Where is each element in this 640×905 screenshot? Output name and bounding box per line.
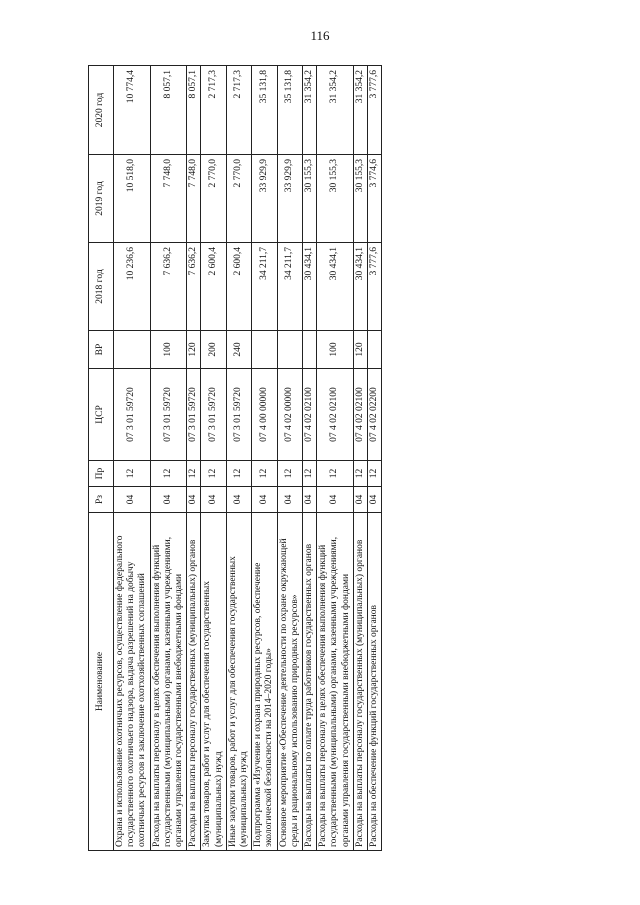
cell-vr: 240	[226, 331, 251, 369]
cell-2019: 30 155,3	[317, 155, 354, 243]
table-row	[317, 66, 354, 851]
cell-name: Расходы на выплаты персоналу государственных (муниципальных) органов	[187, 513, 201, 851]
cell-2019: 30 155,3	[303, 155, 317, 243]
cell-pr: 12	[353, 461, 367, 487]
cell-2018: 7 636,2	[150, 243, 187, 331]
cell-2018: 30 434,1	[303, 243, 317, 331]
cell-2020: 3 777,6	[368, 66, 382, 155]
cell-2020: 10 774,4	[114, 66, 151, 155]
cell-rz: 04	[303, 487, 317, 513]
cell-pr: 12	[303, 461, 317, 487]
header-2019: 2019 год	[89, 155, 114, 243]
cell-vr: 120	[353, 331, 367, 369]
table-row	[368, 66, 382, 851]
cell-2018: 34 211,7	[252, 243, 277, 331]
cell-2019: 2 770,0	[201, 155, 226, 243]
cell-rz: 04	[226, 487, 251, 513]
table-row	[226, 66, 251, 851]
cell-rz: 04	[187, 487, 201, 513]
cell-name: Основное мероприятие «Обеспечение деятельности по охране окружающей среды и рациональному использованию природных ресурсов»	[277, 513, 302, 851]
cell-vr: 100	[317, 331, 354, 369]
cell-csr: 07 3 01 59720	[150, 369, 187, 461]
cell-pr: 12	[252, 461, 277, 487]
header-name: Наименование	[89, 513, 114, 851]
cell-2019: 30 155,3	[353, 155, 367, 243]
cell-vr	[114, 331, 151, 369]
cell-name: Подпрограмма «Изучение и охрана природных ресурсов, обеспечение экологической безопасности на 2014–2020 годы»	[252, 513, 277, 851]
cell-2020: 31 354,2	[317, 66, 354, 155]
cell-2018: 30 434,1	[353, 243, 367, 331]
table-row	[150, 66, 187, 851]
cell-pr: 12	[368, 461, 382, 487]
cell-pr: 12	[114, 461, 151, 487]
cell-csr: 07 4 02 00000	[277, 369, 302, 461]
cell-name: Расходы на обеспечение функций государственных органов	[368, 513, 382, 851]
cell-csr: 07 3 01 59720	[114, 369, 151, 461]
cell-rz: 04	[114, 487, 151, 513]
cell-2020: 31 354,2	[303, 66, 317, 155]
cell-vr: 200	[201, 331, 226, 369]
cell-name: Расходы на выплаты персоналу в целях обеспечения выполнения функций государственными (муниципальными) органами, казенными учреждениями, органами управления государственными внебюджетными фондами	[317, 513, 354, 851]
cell-2019: 7 748,0	[187, 155, 201, 243]
cell-pr: 12	[277, 461, 302, 487]
table-row	[252, 66, 277, 851]
header-2020: 2020 год	[89, 66, 114, 155]
cell-csr: 07 4 02 02100	[317, 369, 354, 461]
cell-rz: 04	[368, 487, 382, 513]
header-rz: Рз	[89, 487, 114, 513]
budget-table	[88, 65, 382, 851]
cell-2020: 35 131,8	[277, 66, 302, 155]
header-csr: ЦСР	[89, 369, 114, 461]
cell-rz: 04	[201, 487, 226, 513]
cell-2018: 2 600,4	[201, 243, 226, 331]
cell-csr: 07 3 01 59720	[201, 369, 226, 461]
cell-2019: 7 748,0	[150, 155, 187, 243]
cell-2019: 10 518,0	[114, 155, 151, 243]
cell-2020: 35 131,8	[252, 66, 277, 155]
cell-vr: 100	[150, 331, 187, 369]
cell-vr	[277, 331, 302, 369]
header-vr: ВР	[89, 331, 114, 369]
cell-2018: 7 636,2	[187, 243, 201, 331]
page-number: 116	[310, 28, 330, 43]
cell-csr: 07 3 01 59720	[226, 369, 251, 461]
rotated-page-content	[88, 66, 570, 851]
cell-name: Расходы на выплаты персоналу в целях обеспечения выполнения функций государственными (муниципальными) органами, казенными учреждениями, органами управления государственными внебюджетными фондами	[150, 513, 187, 851]
cell-2020: 8 057,1	[187, 66, 201, 155]
header-2018: 2018 год	[89, 243, 114, 331]
cell-pr: 12	[317, 461, 354, 487]
cell-2018: 2 600,4	[226, 243, 251, 331]
cell-rz: 04	[353, 487, 367, 513]
cell-vr	[252, 331, 277, 369]
table-header-row	[89, 66, 114, 851]
cell-pr: 12	[226, 461, 251, 487]
cell-2020: 8 057,1	[150, 66, 187, 155]
cell-2018: 10 236,6	[114, 243, 151, 331]
table-row	[201, 66, 226, 851]
cell-2018: 3 777,6	[368, 243, 382, 331]
cell-2019: 33 929,9	[252, 155, 277, 243]
cell-name: Расходы на выплаты по оплате труда работников государственных органов	[303, 513, 317, 851]
cell-2018: 34 211,7	[277, 243, 302, 331]
table-row	[303, 66, 317, 851]
cell-csr: 07 4 02 02100	[303, 369, 317, 461]
cell-2020: 2 717,3	[201, 66, 226, 155]
cell-2019: 33 929,9	[277, 155, 302, 243]
cell-vr: 120	[187, 331, 201, 369]
cell-csr: 07 4 02 02200	[368, 369, 382, 461]
rotated-table-frame	[88, 66, 570, 851]
cell-rz: 04	[317, 487, 354, 513]
cell-name: Охрана и использование охотничьих ресурсов, осуществление федерального государственного охотничьего надзора, выдача разрешений на добычу охотничьих ресурсов и заключение охотхозяйственных соглашений	[114, 513, 151, 851]
cell-vr	[368, 331, 382, 369]
cell-name: Закупка товаров, работ и услуг для обеспечения государственных (муниципальных) нужд	[201, 513, 226, 851]
cell-csr: 07 4 02 02100	[353, 369, 367, 461]
table-row	[114, 66, 151, 851]
table-row	[187, 66, 201, 851]
table-row	[353, 66, 367, 851]
cell-2018: 30 434,1	[317, 243, 354, 331]
header-pr: Пр	[89, 461, 114, 487]
cell-pr: 12	[187, 461, 201, 487]
cell-2019: 3 774,6	[368, 155, 382, 243]
cell-csr: 07 4 00 00000	[252, 369, 277, 461]
cell-2020: 31 354,2	[353, 66, 367, 155]
cell-pr: 12	[150, 461, 187, 487]
cell-csr: 07 3 01 59720	[187, 369, 201, 461]
cell-rz: 04	[150, 487, 187, 513]
table-row	[277, 66, 302, 851]
cell-name: Иные закупки товаров, работ и услуг для обеспечения государственных (муниципальных) нужд	[226, 513, 251, 851]
cell-rz: 04	[252, 487, 277, 513]
cell-vr	[303, 331, 317, 369]
cell-name: Расходы на выплаты персоналу государственных (муниципальных) органов	[353, 513, 367, 851]
cell-2019: 2 770,0	[226, 155, 251, 243]
cell-rz: 04	[277, 487, 302, 513]
cell-pr: 12	[201, 461, 226, 487]
cell-2020: 2 717,3	[226, 66, 251, 155]
